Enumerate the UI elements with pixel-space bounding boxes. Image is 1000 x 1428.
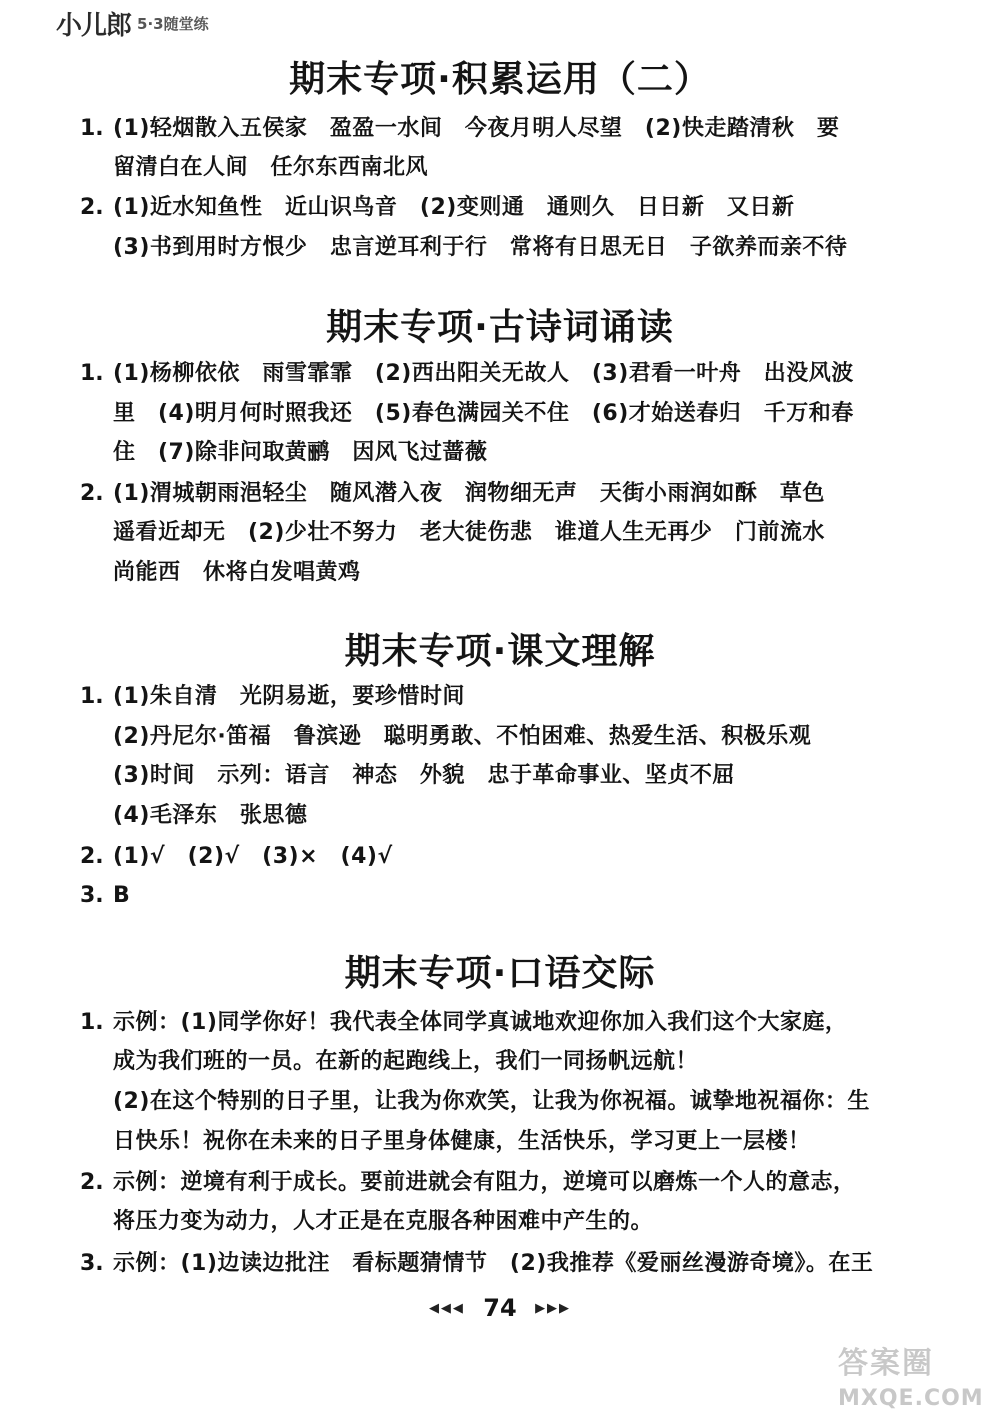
right-arrows-icon: ▶▶▶ [535, 1301, 572, 1316]
answer-line: (1)朱自清 光阴易逝，要珍惜时间 [113, 684, 465, 709]
page-footer [0, 1292, 1000, 1325]
answer-line: B [113, 883, 131, 908]
question-number: 2. [80, 195, 104, 220]
answer-line: 遥看近却无 (2)少壮不努力 老大徒伤悲 谁道人生无再少 门前流水 [113, 520, 825, 545]
question-number: 1. [80, 1010, 104, 1035]
answer-line: 住 (7)除非问取黄鹂 因风飞过蔷薇 [113, 440, 488, 465]
question-number: 2. [80, 1170, 104, 1195]
answer-line: 里 (4)明月何时照我还 (5)春色满园关不住 (6)才始送春归 千万和春 [113, 401, 854, 426]
section-title: 期末专项·课文理解 [344, 631, 656, 672]
answer-line: 留清白在人间 任尔东西南北风 [113, 155, 429, 180]
answer-line: (3)书到用时方恨少 忠言逆耳利于行 常将有日思无日 子欲养而亲不待 [113, 235, 848, 260]
question-number: 3. [80, 883, 104, 908]
question-number: 2. [80, 481, 104, 506]
left-arrows-icon: ◀◀◀ [428, 1301, 465, 1316]
answer-line: 日快乐！祝你在未来的日子里身体健康，生活快乐，学习更上一层楼！ [113, 1129, 811, 1154]
page-number: 74 [483, 1294, 517, 1322]
logo-text: 小儿郎 [56, 10, 132, 41]
watermark-url: MXQE.COM [838, 1386, 984, 1411]
question-number: 3. [80, 1251, 104, 1276]
question-number: 1. [80, 684, 104, 709]
answer-line: (1)渭城朝雨浥轻尘 随风潜入夜 润物细无声 天街小雨润如酥 草色 [113, 481, 825, 506]
answer-line: (3)时间 示列：语言 神态 外貌 忠于革命事业、坚贞不屈 [113, 763, 735, 788]
answer-line: (2)在这个特别的日子里，让我为你欢笑，让我为你祝福。诚挚地祝福你：生 [113, 1089, 870, 1114]
answer-line: 将压力变为动力，人才正是在克服各种困难中产生的。 [113, 1209, 654, 1234]
answer-line: 示例：逆境有利于成长。要前进就会有阻力，逆境可以磨炼一个人的意志， [113, 1170, 856, 1195]
publisher-logo [56, 6, 209, 40]
answer-line: 尚能西 休将白发唱黄鸡 [113, 560, 361, 585]
question-number: 1. [80, 116, 104, 141]
answer-line: (4)毛泽东 张思德 [113, 803, 308, 828]
series-name: 5·3随堂练 [137, 14, 209, 33]
watermark-logo: 答案圈 [838, 1346, 934, 1381]
answer-line: 示例：(1)边读边批注 看标题猜情节 (2)我推荐《爱丽丝漫游奇境》。在王 [113, 1251, 874, 1276]
watermark [838, 1344, 988, 1424]
section-title: 期末专项·古诗词诵读 [326, 307, 674, 348]
answer-line: (1)杨柳依依 雨雪霏霏 (2)西出阳关无故人 (3)君看一叶舟 出没风波 [113, 361, 854, 386]
section-title: 期末专项·积累运用（二） [289, 59, 711, 100]
answer-line: 示例：(1)同学你好！我代表全体同学真诚地欢迎你加入我们这个大家庭， [113, 1010, 848, 1035]
question-number: 2. [80, 844, 104, 869]
answer-line: (1)√ (2)√ (3)× (4)√ [113, 844, 393, 869]
answer-line: 成为我们班的一员。在新的起跑线上，我们一同扬帆远航！ [113, 1049, 699, 1074]
answer-line: (2)丹尼尔·笛福 鲁滨逊 聪明勇敢、不怕困难、热爱生活、积极乐观 [113, 724, 812, 749]
section-title: 期末专项·口语交际 [344, 953, 656, 994]
answer-line: (1)轻烟散入五侯家 盈盈一水间 今夜月明人尽望 (2)快走踏清秋 要 [113, 116, 840, 141]
answer-line: (1)近水知鱼性 近山识鸟音 (2)变则通 通则久 日日新 又日新 [113, 195, 795, 220]
question-number: 1. [80, 361, 104, 386]
